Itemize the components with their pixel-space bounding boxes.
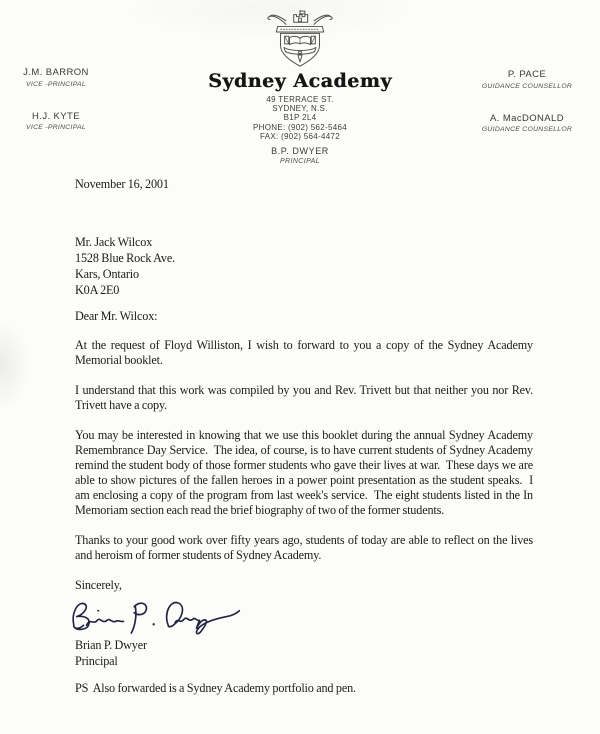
school-crest-icon [265,9,335,69]
letter-body [75,177,536,696]
signature-block [67,598,533,637]
salutation: Dear Mr. Wilcox: [75,309,158,323]
official-name: J.M. BARRON [23,67,89,78]
address-line: 49 TERRACE ST. [266,95,334,104]
official-name: A. MacDONALD [490,112,564,124]
principal-name: B.P. DWYER [271,146,329,157]
school-name: Sydney Academy [208,70,392,92]
signer-name: Brian P. Dwyer [75,638,147,652]
official-title: GUIDANCE COUNSELLOR [481,126,573,133]
body-paragraph-3: You may be interested in knowing that we use this booklet during the annual Sydney Academy Remembrance Day Service. The idea, of course, is to have current students of Sydney Academy remind the student body of those former students who gave their lives at war. These days we are able to show pictures of the fallen heroes in a power point presentation as the student speaks. I am enclosing a copy of the program from last week's service. The eight students listed in the In Memoriam section each read the brief biography of two of the former students. [75,428,536,517]
official-title: VICE -PRINCIPAL [26,80,86,88]
official-name: P. PACE [507,69,547,80]
recipient-address [75,234,533,298]
address-line: SYDNEY, N.S. [272,104,328,114]
official-name: H.J. KYTE [32,110,80,122]
officials-right [460,69,594,133]
scan-artifact [0,320,30,410]
address-line: B1P 2L4 [283,113,317,123]
handwritten-signature-icon [67,598,252,637]
body-paragraph-1: At the request of Floyd Williston, I wish to forward to you a copy of the Sydney Academy Memorial booklet. [75,338,536,367]
postscript-line: PS Also forwarded is a Sydney Academy portfolio and pen. [75,681,356,695]
phone-line: PHONE: (902) 562-5464 [253,122,347,132]
official-entry [460,113,594,134]
date-line: November 16, 2001 [75,177,169,191]
signer-title: Principal [75,654,118,668]
official-entry [460,69,594,90]
recipient-street: 1528 Blue Rock Ave. [75,251,175,265]
recipient-city: Kars, Ontario [75,267,139,281]
principal-title: PRINCIPAL [279,157,321,165]
official-title: VICE -PRINCIPAL [26,124,86,131]
recipient-postal-code: K0A 2E0 [75,283,120,297]
official-title: GUIDANCE COUNSELLOR [481,82,573,90]
fax-line: FAX: (902) 564-4472 [260,131,340,141]
recipient-name: Mr. Jack Wilcox [75,235,153,249]
closing: Sincerely, [75,578,122,592]
body-paragraph-2: I understand that this work was compiled by you and Rev. Trivett but that neither you nor Rev. Trivett have a copy. [75,383,536,412]
body-paragraph-4: Thanks to your good work over fifty years ago, students of today are able to reflect on the lives and heroism of former students of Sydney Academy. [75,533,536,562]
